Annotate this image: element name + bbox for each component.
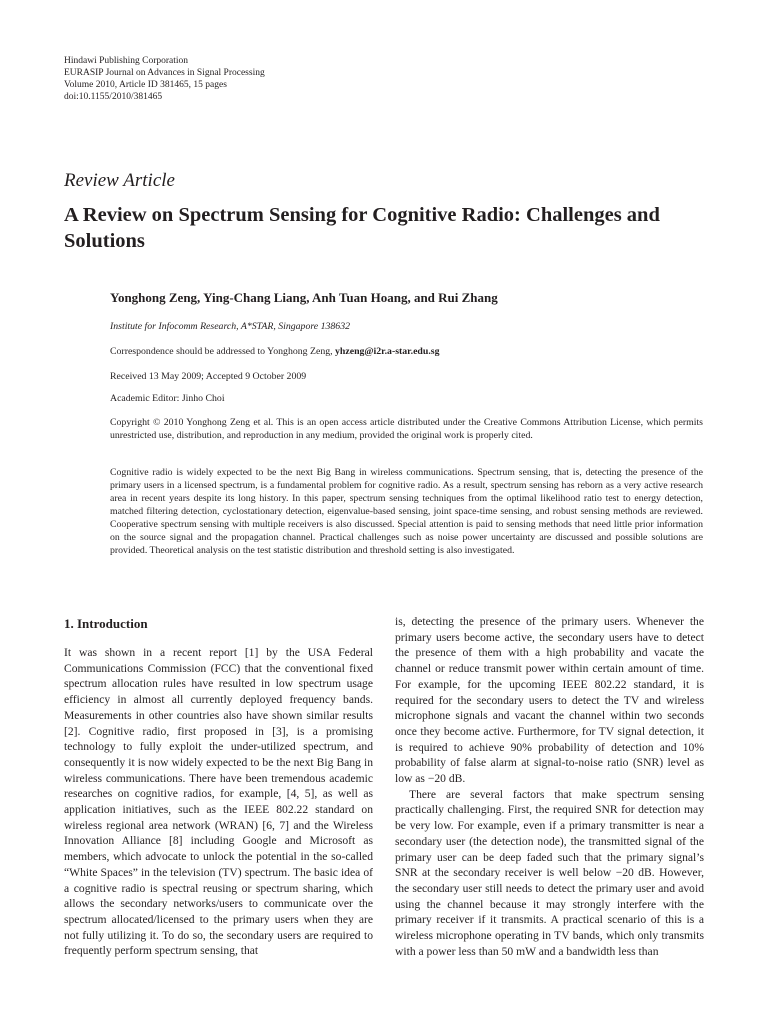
affiliation: Institute for Infocomm Research, A*STAR, Singapore 138632 (110, 321, 350, 332)
correspondence-email[interactable]: yhzeng@i2r.a-star.edu.sg (335, 346, 440, 357)
publisher-line: Hindawi Publishing Corporation (64, 56, 189, 66)
academic-editor: Academic Editor: Jinho Choi (110, 393, 225, 404)
intro-paragraph-continued: is, detecting the presence of the primary users. Whenever the primary users become active, the secondary users have to detect the presence of them with a high probability and vacate the channel or reduce transmit power within certain amount of time. For example, for the upcoming IEEE 802.22 standard, it is required for the secondary users to detect the TV and wireless microphone signals and vacant the channel within two seconds once they become active. Furthermore, for TV signal detection, it is required to achieve 90% probability of detection and 10% probability of false alarm at signal-to-noise ratio (SNR) level as low as −20 dB. (395, 615, 704, 786)
correspondence-text: Correspondence should be addressed to Yonghong Zeng, (110, 346, 336, 357)
correspondence (110, 345, 703, 358)
abstract: Cognitive radio is widely expected to be the next Big Bang in wireless communications. Spectrum sensing, that is, detecting the presence of the primary users in a licensed spectrum, is a fundamental problem for cognitive radio. As a result, spectrum sensing has reborn as a very active research area in recent years despite its long history. In this paper, spectrum sensing techniques from the optimal likelihood ratio test to energy detection, matched filtering detection, cyclostationary detection, eigenvalue-based sensing, joint space-time sensing, and robust sensing methods are reviewed. Cooperative spectrum sensing with multiple receivers is also discussed. Special attention is paid to sensing methods that need little prior information on the source signal and the propagation channel. Practical challenges such as noise power uncertainty are discussed and possible solutions are provided. Theoretical analysis on the test statistic distribution and threshold setting is also investigated. (110, 467, 703, 556)
paper-title: A Review on Spectrum Sensing for Cognitive Radio: Challenges and Solutions (64, 204, 660, 252)
left-column (64, 645, 373, 959)
journal-line: EURASIP Journal on Advances in Signal Processing (64, 68, 265, 78)
doi-line: doi:10.1155/2010/381465 (64, 92, 163, 102)
right-column (395, 614, 704, 959)
article-type: Review Article (64, 170, 175, 191)
volume-line: Volume 2010, Article ID 381465, 15 pages (64, 80, 227, 90)
journal-header (64, 55, 265, 103)
author-list: Yonghong Zeng, Ying-Chang Liang, Anh Tuan Hoang, and Rui Zhang (110, 290, 498, 305)
copyright-notice: Copyright © 2010 Yonghong Zeng et al. This is an open access article distributed under the Creative Commons Attribution License, which permits unrestricted use, distribution, and reproduction in any medium, provided the original work is properly cited. (110, 417, 703, 441)
intro-paragraph: It was shown in a recent report [1] by the USA Federal Communications Commission (FCC) that the conventional fixed spectrum allocation rules have resulted in low spectrum usage efficiency in almost all currently deployed frequency bands. Measurements in other countries also have shown similar results [2]. Cognitive radio, first proposed in [3], is a promising technology to fully exploit the under-utilized spectrum, and consequently it is now widely expected to be the next Big Bang in wireless communications. There have been tremendous academic researches on cognitive radios, for example, [4, 5], as well as application initiatives, such as the IEEE 802.22 standard on wireless regional area network (WRAN) [6, 7] and the Wireless Innovation Alliance [8] including Google and Microsoft as members, which advocate to unlock the potential in the so-called “White Spaces” in the television (TV) spectrum. The basic idea of a cognitive radio is spectral reusing or spectrum sharing, which allows the secondary networks/users to communicate over the spectrum allocated/licensed to the primary users when they are not fully utilizing it. To do so, the secondary users are required to frequently perform spectrum sensing, that (64, 646, 373, 958)
challenges-paragraph: There are several factors that make spectrum sensing practically challenging. First, the required SNR for detection may be very low. For example, even if a primary transmitter is near a secondary user (the detection node), the transmitted signal of the primary user can be deep faded such that the primary signal’s SNR at the secondary receiver is well below −20 dB. However, the secondary user still needs to detect the primary user and avoid using the channel because it may strongly interfere with the primary receiver if it transmits. A practical scenario of this is a wireless microphone operating in TV bands, which only transmits with a power less than 50 mW and a bandwidth less than (395, 787, 704, 958)
section-heading: 1. Introduction (64, 616, 148, 631)
received-dates: Received 13 May 2009; Accepted 9 October 2009 (110, 371, 307, 382)
